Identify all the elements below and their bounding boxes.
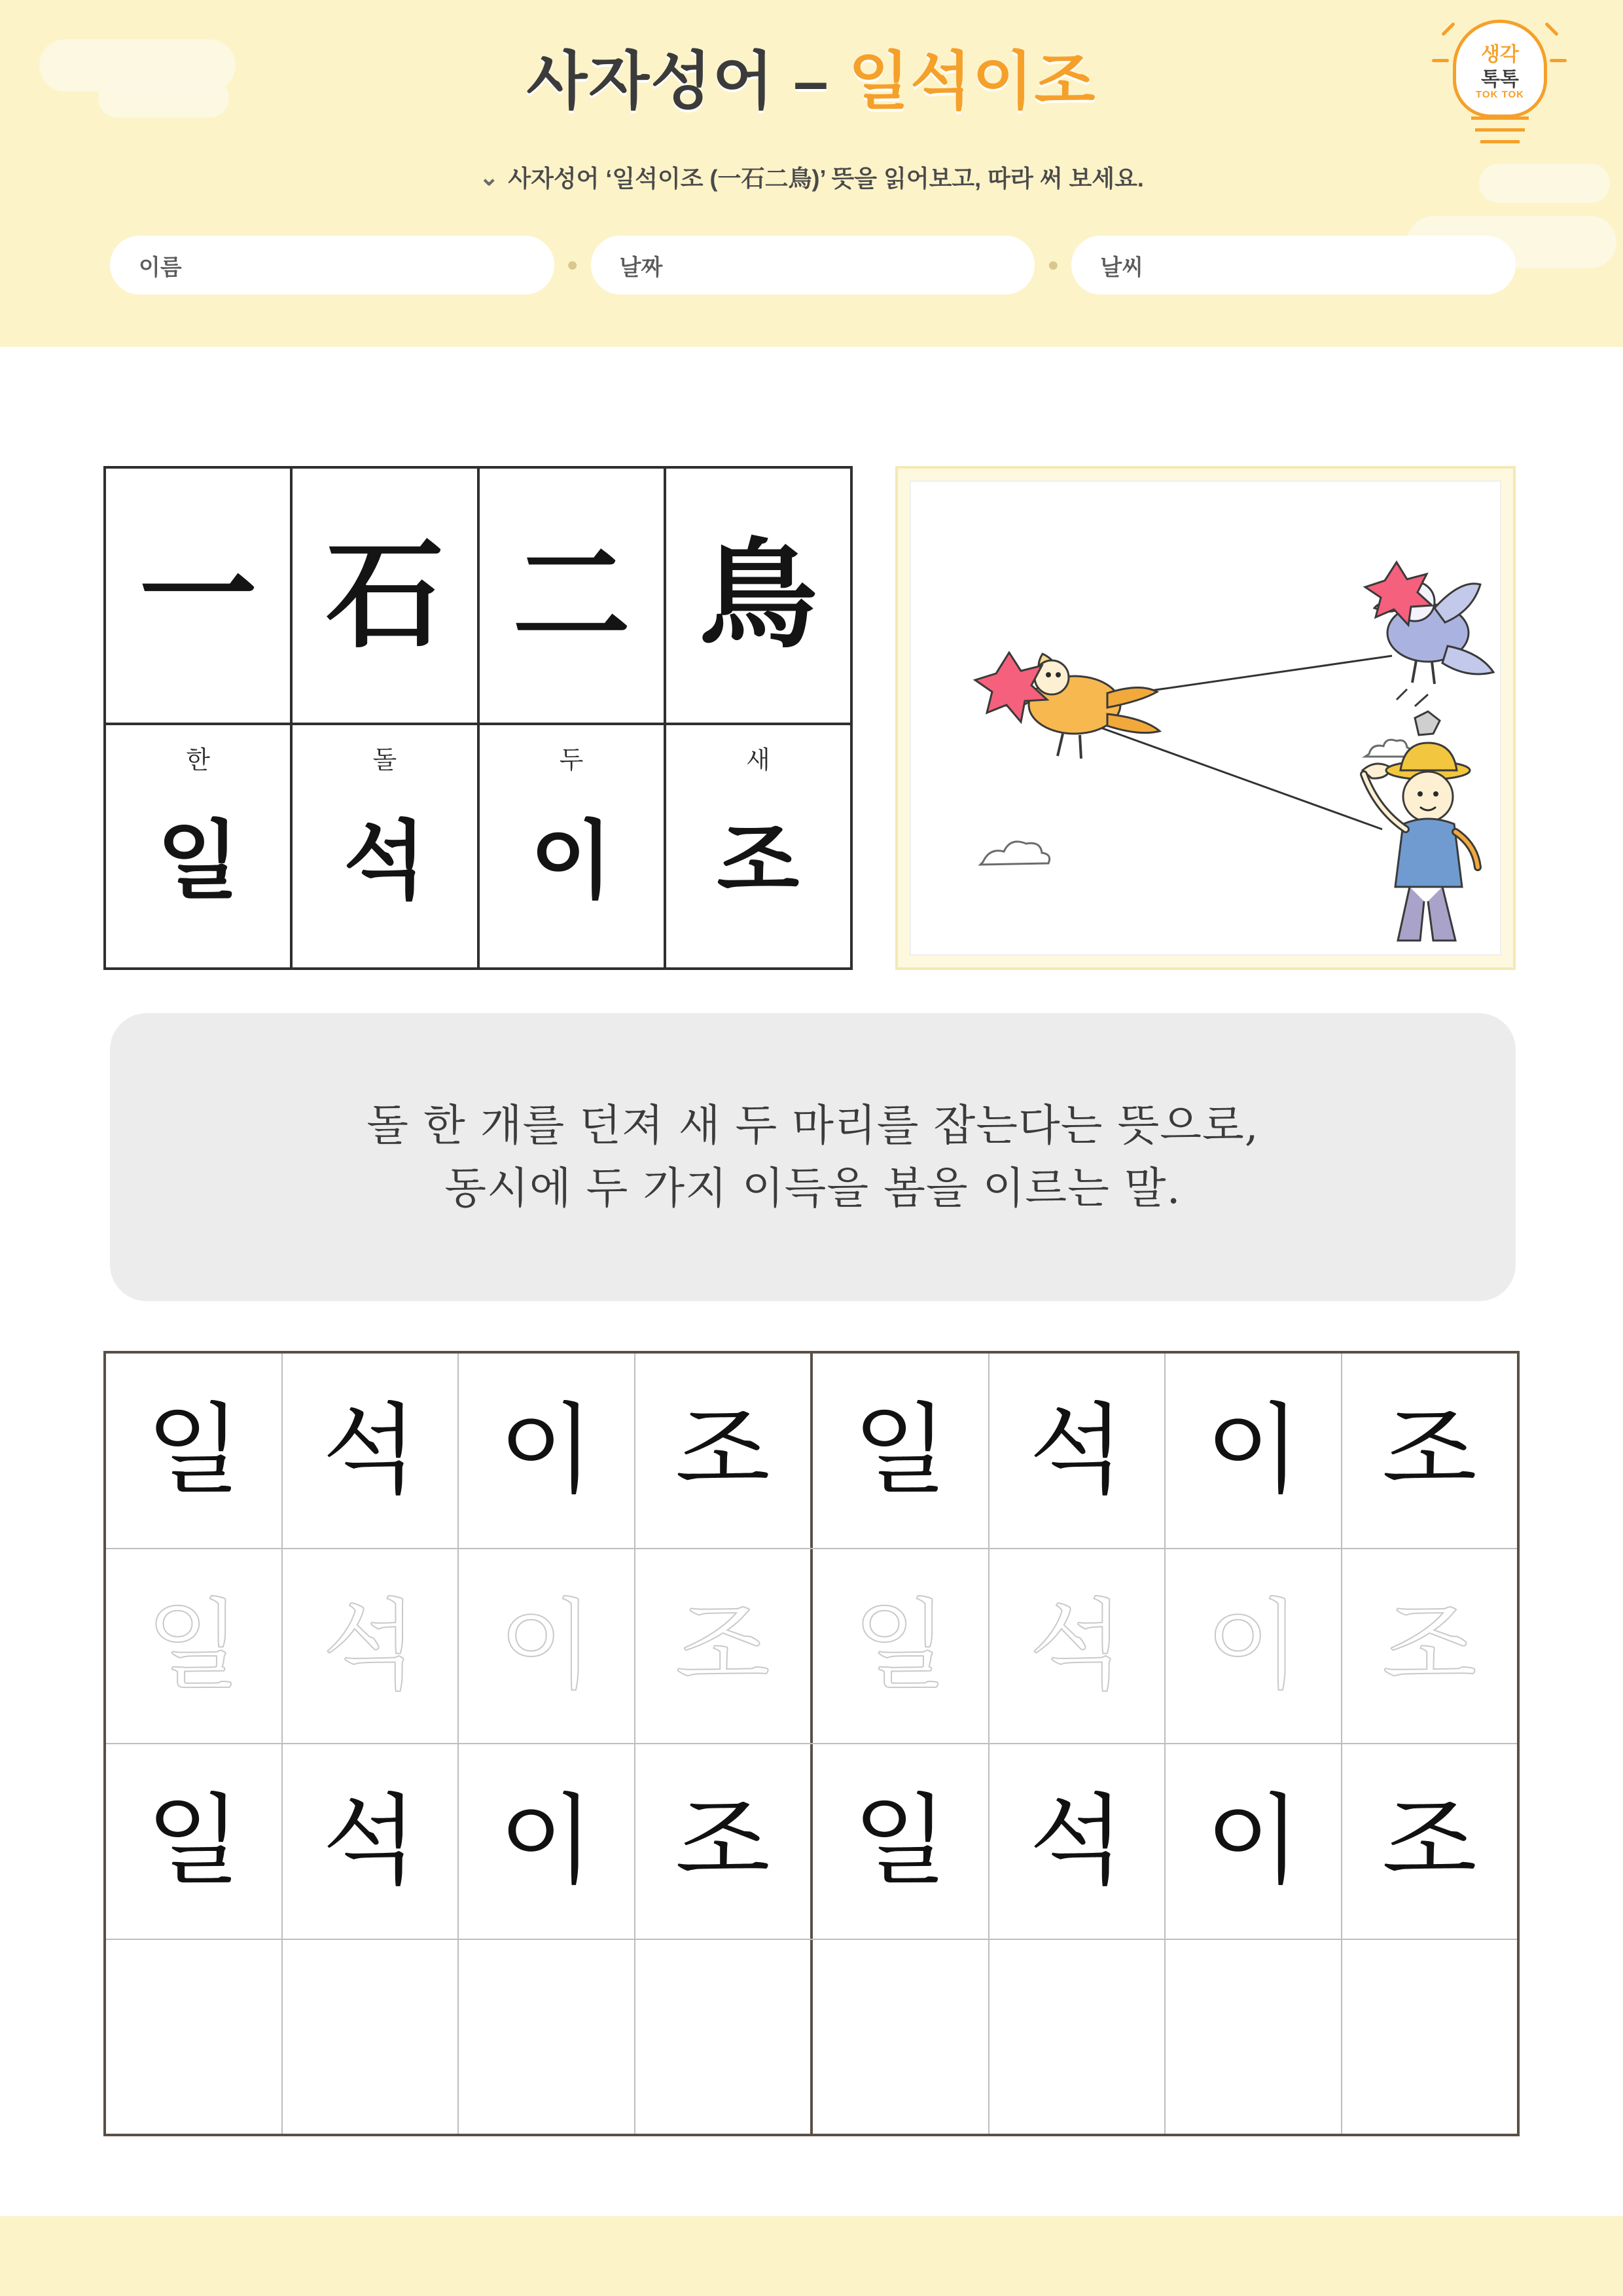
hangul-reading: 석 <box>344 810 426 910</box>
hangul-reading: 이 <box>530 810 613 910</box>
page-title-accent: 일석이조 <box>848 46 1097 117</box>
practice-cell[interactable]: 조 <box>635 1354 813 1548</box>
hangul-reading: 조 <box>717 810 800 910</box>
trace-cell[interactable]: 일 <box>813 1549 990 1744</box>
practice-cell[interactable]: 일 <box>813 1354 990 1548</box>
hanja-reading-cell <box>106 725 293 967</box>
bulb-base-icon <box>1471 117 1529 126</box>
instruction-text <box>479 160 1144 194</box>
bulb-base-icon <box>1480 140 1520 149</box>
practice-cell[interactable]: 석 <box>990 1354 1166 1548</box>
hanja-row-characters <box>106 469 850 725</box>
practice-cell[interactable]: 석 <box>283 1744 459 1939</box>
name-field[interactable] <box>110 236 554 295</box>
hanja-character: 二 <box>512 526 631 664</box>
practice-cell[interactable]: 이 <box>1166 1744 1342 1939</box>
hanja-cell <box>480 469 666 723</box>
practice-row <box>106 1354 1517 1549</box>
logo-line-2: 톡톡 <box>1481 69 1519 90</box>
practice-cell[interactable]: 이 <box>459 1744 635 1939</box>
boy-illustration <box>1363 740 1478 941</box>
light-ray-icon <box>1441 22 1455 37</box>
hanja-row-readings <box>106 725 850 967</box>
meaning-line-2: 동시에 두 가지 이득을 봄을 이르는 말. <box>444 1163 1181 1213</box>
light-ray-icon <box>1432 59 1449 62</box>
light-ray-icon <box>1550 59 1567 62</box>
hangul-reading: 일 <box>156 810 240 910</box>
meaning-box <box>110 1013 1516 1301</box>
illustration-frame <box>895 466 1516 970</box>
weather-field[interactable] <box>1071 236 1516 295</box>
instruction-label: 사자성어 ‘일석이조 (一石二鳥)’ 뜻을 읽어보고, 따라 써 보세요. <box>508 165 1144 192</box>
practice-cell[interactable]: 조 <box>1382 1784 1477 1899</box>
blank-cell[interactable] <box>283 1940 459 2134</box>
blank-cell[interactable] <box>813 1940 990 2134</box>
trace-cell[interactable]: 조 <box>1382 1588 1477 1703</box>
hanja-table <box>103 466 853 970</box>
hanja-meaning-label: 한 <box>186 745 210 774</box>
subtitle-wrapper <box>0 160 1623 194</box>
illustration-canvas <box>910 480 1501 956</box>
check-icon: ⌄ <box>479 164 499 190</box>
practice-cell[interactable]: 일 <box>813 1744 990 1939</box>
hanja-character: 石 <box>325 526 444 664</box>
hanja-reading-cell <box>480 725 666 967</box>
trace-cell[interactable]: 이 <box>1166 1549 1342 1744</box>
practice-row <box>106 1744 1517 1940</box>
blank-cell[interactable] <box>106 1940 283 2134</box>
practice-row-trace <box>106 1549 1517 1745</box>
stone-icon <box>1397 689 1440 735</box>
date-field[interactable] <box>591 236 1035 295</box>
blank-cell[interactable] <box>1342 1940 1518 2134</box>
blank-cell[interactable] <box>635 1940 813 2134</box>
illustration-drawing <box>911 482 1500 954</box>
practice-cell[interactable]: 일 <box>106 1744 283 1939</box>
hanja-reading-cell <box>666 725 850 967</box>
page-title-main: 사자성어 – <box>526 46 849 117</box>
practice-cell[interactable]: 이 <box>1166 1354 1342 1548</box>
blank-cell[interactable] <box>459 1940 635 2134</box>
brand-logo <box>1435 13 1565 164</box>
practice-cell[interactable]: 조 <box>635 1744 813 1939</box>
date-field-label: 날짜 <box>619 255 663 280</box>
hanja-cell <box>106 469 293 723</box>
trace-cell[interactable]: 석 <box>283 1549 459 1744</box>
hanja-character: 一 <box>139 526 257 664</box>
practice-cell[interactable]: 석 <box>283 1354 459 1548</box>
hanja-meaning-label: 새 <box>746 745 770 774</box>
practice-row-blank <box>106 1940 1517 2134</box>
header-band <box>0 0 1623 347</box>
practice-cell[interactable]: 석 <box>990 1744 1166 1939</box>
blue-bird-illustration <box>1365 562 1493 684</box>
logo-line-3: TOK TOK <box>1476 89 1524 100</box>
practice-cell[interactable]: 이 <box>459 1354 635 1548</box>
hanja-cell <box>293 469 479 723</box>
trace-cell[interactable]: 조 <box>635 1549 813 1744</box>
light-ray-icon <box>1544 22 1559 37</box>
hanja-meaning-label: 두 <box>559 745 584 774</box>
field-separator-icon: ● <box>1047 254 1060 276</box>
practice-cell[interactable]: 조 <box>1382 1393 1477 1508</box>
name-field-label: 이름 <box>139 255 182 280</box>
footer-band <box>0 2216 1623 2296</box>
page-title <box>0 31 1623 121</box>
weather-field-label: 날씨 <box>1100 255 1144 280</box>
blank-cell[interactable] <box>1166 1940 1342 2134</box>
hanja-cell <box>666 469 850 723</box>
hanja-reading-cell <box>293 725 479 967</box>
hanja-character: 鳥 <box>699 526 817 664</box>
meaning-line-1: 돌 한 개를 던져 새 두 마리를 잡는다는 뜻으로, <box>366 1100 1259 1151</box>
practice-cell[interactable]: 일 <box>106 1354 283 1548</box>
trace-cell[interactable]: 석 <box>990 1549 1166 1744</box>
info-fields <box>110 236 1516 295</box>
orange-bird-illustration <box>975 653 1160 759</box>
practice-grid <box>103 1351 1520 2136</box>
bulb-base-icon <box>1475 128 1525 137</box>
blank-cell[interactable] <box>990 1940 1166 2134</box>
field-separator-icon: ● <box>566 254 579 276</box>
cloud-icon <box>980 842 1050 865</box>
logo-line-1: 생각 <box>1481 44 1519 65</box>
trace-cell[interactable]: 이 <box>459 1549 635 1744</box>
trace-cell[interactable]: 일 <box>106 1549 283 1744</box>
hanja-meaning-label: 돌 <box>372 745 397 774</box>
